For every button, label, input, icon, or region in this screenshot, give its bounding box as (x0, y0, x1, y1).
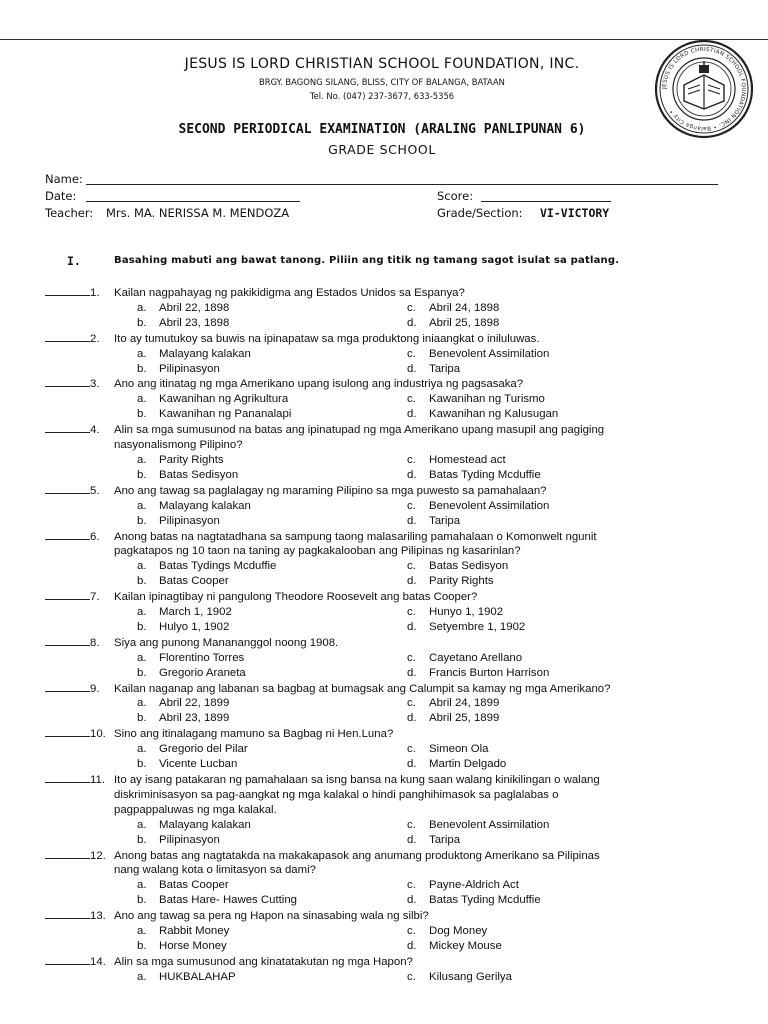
question-text: Ito ay isang patakaran ng pamahalaan sa isng bansa na kung saan walang kinikilingan o walang (114, 774, 600, 786)
options-row (45, 818, 745, 833)
options-row (45, 742, 745, 757)
option-letter: b. (137, 468, 147, 481)
question-number: 14. (90, 955, 106, 968)
answer-blank[interactable] (45, 376, 90, 387)
answer-option (407, 392, 677, 407)
option-text: Batas Tyding Mcduffie (429, 468, 541, 481)
option-text: Batas Tydings Mcduffie (159, 560, 277, 573)
question-row (45, 681, 745, 697)
option-text: Batas Cooper (159, 575, 229, 588)
question-text: Siya ang punong Manananggol noong 1908. (114, 636, 339, 649)
option-text: Gregorio Araneta (159, 666, 246, 679)
exam-title: SECOND PERIODICAL EXAMINATION (ARALING PANLIPUNAN 6) (178, 122, 586, 137)
answer-option (407, 651, 677, 666)
option-letter: d. (407, 758, 417, 771)
answer-option (407, 620, 677, 635)
option-letter: b. (137, 758, 147, 771)
answer-option (407, 468, 677, 483)
question-row (45, 376, 745, 392)
answer-option (137, 559, 407, 574)
options-row (45, 347, 745, 362)
option-text: Abril 22, 1899 (159, 697, 230, 710)
option-text: Martin Delgado (429, 758, 507, 771)
answer-blank[interactable] (45, 529, 90, 540)
answer-option (137, 347, 407, 362)
option-text: Homestead act (429, 453, 506, 466)
section-instruction: Basahing mabuti ang bawat tanong. Piliin ang titik ng tamang sagot isulat sa patlang. (114, 255, 620, 266)
answer-blank[interactable] (45, 681, 90, 692)
question-text: Anong batas ang nagtatakda na makakapasok ang anumang produktong Amerikano sa Pilipinas (114, 849, 600, 862)
option-text: Kilusang Gerilya (429, 970, 512, 983)
question-item (45, 681, 745, 727)
options-row (45, 833, 745, 848)
question-number: 5. (90, 484, 100, 497)
question-number: 11. (90, 774, 105, 786)
answer-option (407, 301, 677, 316)
option-letter: a. (137, 499, 147, 512)
option-letter: d. (407, 939, 417, 952)
option-letter: b. (137, 514, 147, 527)
question-text: Kailan naganap ang labanan sa bagbag at bumagsak ang Calumpit sa kamay ng mga Amerikano? (114, 682, 611, 695)
question-row (45, 422, 745, 438)
option-letter: a. (137, 301, 147, 314)
question-number: 4. (90, 424, 100, 437)
option-letter: a. (137, 393, 147, 406)
answer-blank[interactable] (45, 422, 90, 433)
answer-option (137, 757, 407, 772)
answer-option (407, 970, 677, 985)
question-number: 2. (90, 332, 100, 345)
answer-option (407, 939, 677, 954)
answer-option (137, 499, 407, 514)
school-telephone: Tel. No. (047) 237-3677, 633-5356 (309, 91, 455, 101)
answer-option (137, 453, 407, 468)
options-row (45, 499, 745, 514)
answer-option (407, 833, 677, 848)
option-text: Batas Tyding Mcduffie (429, 894, 541, 907)
answer-option (407, 818, 677, 833)
option-text: Francis Burton Harrison (429, 666, 550, 679)
answer-option (137, 392, 407, 407)
option-text: Gregorio del Pilar (159, 743, 248, 756)
option-text: Hunyo 1, 1902 (429, 606, 504, 619)
question-text: Kailan nagpahayag ng pakikidigma ang Estados Unidos sa Espanya? (114, 287, 465, 299)
option-letter: d. (407, 620, 417, 633)
option-text: Batas Sedisyon (429, 560, 509, 573)
option-text: Rabbit Money (159, 925, 230, 938)
answer-option (137, 939, 407, 954)
option-text: Benevolent Assimilation (429, 499, 550, 512)
question-row (45, 908, 745, 924)
option-text: Abril 24, 1898 (429, 301, 500, 314)
option-letter: c. (407, 743, 416, 756)
question-item (45, 635, 745, 681)
answer-option (407, 514, 677, 529)
option-letter: b. (137, 362, 147, 375)
question-text-continued: pagkatapos ng 10 taon na taning ay pagkakalooban ang Pilipinas ng kasarinlan? (114, 545, 521, 558)
question-item (45, 954, 745, 985)
option-text: Batas Cooper (159, 879, 229, 892)
option-text: Pilipinasyon (159, 362, 220, 375)
question-item (45, 529, 745, 590)
answer-blank[interactable] (45, 483, 90, 494)
top-rule (0, 39, 768, 40)
option-letter: b. (137, 575, 147, 588)
option-text: Hulyo 1, 1902 (159, 620, 230, 633)
option-text: March 1, 1902 (159, 606, 232, 619)
answer-blank[interactable] (45, 331, 90, 342)
options-row (45, 878, 745, 893)
option-text: Abril 24, 1899 (429, 697, 500, 710)
section-number: I. (67, 254, 81, 268)
option-text: Taripa (429, 362, 461, 375)
option-letter: d. (407, 712, 417, 725)
question-text: Ano ang itinatag ng mga Amerikano upang isulong ang industriya ng pagsasaka? (114, 378, 524, 391)
question-text: Ito ay tumutukoy sa buwis na ipinapataw sa mga produktong iniaangkat o iniluluwas. (114, 332, 540, 345)
question-item (45, 331, 745, 377)
answer-option (407, 574, 677, 589)
option-text: Malayang kalakan (159, 499, 251, 512)
options-row (45, 316, 745, 331)
question-item (45, 726, 745, 772)
options-row (45, 605, 745, 620)
question-row (45, 285, 745, 301)
answer-option (407, 893, 677, 908)
option-text: Parity Rights (429, 575, 494, 588)
question-item (45, 483, 745, 529)
option-letter: b. (137, 712, 147, 725)
name-field[interactable] (86, 184, 718, 185)
option-text: Horse Money (159, 939, 227, 952)
answer-option (137, 574, 407, 589)
question-row (45, 635, 745, 651)
answer-option (407, 316, 677, 331)
options-row (45, 301, 745, 316)
option-text: Abril 23, 1899 (159, 712, 230, 725)
question-text-continued: diskriminisasyon sa pag-aangkat ng mga kalakal o hindi panghihimasok sa paglalabas o (114, 788, 559, 801)
answer-option (407, 666, 677, 681)
options-row (45, 696, 745, 711)
answer-option (407, 559, 677, 574)
answer-option (137, 316, 407, 331)
answer-option (137, 878, 407, 893)
option-text: Simeon Ola (429, 743, 489, 756)
question-number: 8. (90, 636, 100, 649)
answer-blank[interactable] (45, 908, 90, 919)
option-letter: c. (407, 560, 416, 573)
date-label: Date: (45, 189, 77, 203)
option-letter: c. (407, 453, 416, 466)
grade-section-label: Grade/Section: (437, 206, 523, 220)
options-row (45, 453, 745, 468)
question-item (45, 376, 745, 422)
option-letter: d. (407, 833, 417, 846)
option-letter: c. (407, 393, 416, 406)
option-letter: a. (137, 453, 147, 466)
question-item (45, 589, 745, 635)
option-letter: c. (407, 879, 416, 892)
option-letter: d. (407, 894, 417, 907)
option-letter: c. (407, 347, 416, 360)
option-text: Abril 25, 1898 (429, 316, 500, 329)
question-text: Sino ang itinalagang mamuno sa Bagbag ni Hen.Luna? (114, 728, 394, 741)
option-text: Kawanihan ng Kalusugan (429, 408, 559, 421)
option-letter: a. (137, 818, 147, 831)
option-letter: b. (137, 620, 147, 633)
question-item (45, 285, 745, 331)
answer-option (137, 651, 407, 666)
option-letter: c. (407, 970, 416, 983)
option-text: Abril 25, 1899 (429, 712, 500, 725)
question-row (45, 954, 745, 970)
option-letter: a. (137, 697, 147, 710)
option-text: Taripa (429, 514, 461, 527)
question-text: Kailan ipinagtibay ni pangulong Theodore Roosevelt ang batas Cooper? (114, 591, 478, 604)
answer-option (137, 407, 407, 422)
options-row (45, 666, 745, 681)
answer-option (407, 742, 677, 757)
option-text: Batas Hare- Hawes Cutting (159, 894, 298, 907)
question-number: 7. (90, 591, 100, 604)
option-letter: c. (407, 651, 416, 664)
option-text: Parity Rights (159, 453, 224, 466)
option-letter: c. (407, 499, 416, 512)
question-list (45, 285, 745, 985)
question-row (45, 589, 745, 605)
answer-option (137, 818, 407, 833)
score-label: Score: (437, 189, 474, 203)
question-number: 6. (90, 530, 100, 543)
answer-option (407, 696, 677, 711)
option-letter: a. (137, 560, 147, 573)
date-field[interactable] (86, 201, 300, 202)
option-letter: d. (407, 408, 417, 421)
answer-option (407, 362, 677, 377)
question-number: 9. (90, 682, 100, 695)
option-text: Benevolent Assimilation (429, 818, 550, 831)
option-letter: a. (137, 743, 147, 756)
answer-option (137, 605, 407, 620)
answer-blank[interactable] (45, 589, 90, 600)
answer-option (407, 605, 677, 620)
answer-option (407, 347, 677, 362)
options-row (45, 711, 745, 726)
answer-option (407, 499, 677, 514)
answer-blank[interactable] (45, 635, 90, 646)
school-address: BRGY. BAGONG SILANG, BLISS, CITY OF BALANGA, BATAAN (259, 77, 505, 87)
option-letter: c. (407, 818, 416, 831)
question-item (45, 908, 745, 954)
question-number: 13. (90, 910, 106, 923)
option-letter: a. (137, 925, 147, 938)
options-row (45, 939, 745, 954)
option-letter: d. (407, 575, 417, 588)
answer-option (137, 468, 407, 483)
answer-option (137, 742, 407, 757)
question-text: Ano ang tawag sa pera ng Hapon na sinasabing wala ng silbi? (114, 910, 429, 923)
answer-option (407, 407, 677, 422)
exam-subtitle: GRADE SCHOOL (328, 142, 436, 157)
answer-option (407, 711, 677, 726)
question-text: Ano ang tawag sa paglalagay ng maraming Pilipino sa mga puwesto sa pamahalaan? (114, 484, 547, 497)
option-text: Abril 22, 1898 (159, 301, 230, 314)
option-letter: d. (407, 666, 417, 679)
question-item (45, 422, 745, 483)
question-item (45, 848, 745, 909)
option-text: Kawanihan ng Turismo (429, 393, 545, 406)
answer-option (407, 757, 677, 772)
option-text: Setyembre 1, 1902 (429, 620, 526, 633)
question-number: 10. (90, 728, 106, 741)
options-row (45, 407, 745, 422)
option-letter: b. (137, 316, 147, 329)
option-letter: c. (407, 606, 416, 619)
question-row (45, 848, 745, 864)
option-letter: d. (407, 316, 417, 329)
options-row (45, 559, 745, 574)
question-text: Alin sa mga sumusunod ang kinatatakutan ng mga Hapon? (114, 955, 413, 968)
answer-option (137, 970, 407, 985)
teacher-value: Mrs. MA. NERISSA M. MENDOZA (106, 206, 290, 220)
option-letter: c. (407, 301, 416, 314)
answer-option (137, 666, 407, 681)
option-letter: b. (137, 833, 147, 846)
answer-blank[interactable] (45, 772, 90, 783)
option-text: Pilipinasyon (159, 514, 220, 527)
option-text: Florentino Torres (159, 651, 245, 664)
option-letter: b. (137, 666, 147, 679)
options-row (45, 893, 745, 908)
question-row (45, 331, 745, 347)
option-letter: d. (407, 514, 417, 527)
option-text: Abril 23, 1898 (159, 316, 230, 329)
option-letter: b. (137, 894, 147, 907)
question-row (45, 726, 745, 742)
option-text: Malayang kalakan (159, 818, 251, 831)
question-number: 1. (90, 287, 100, 299)
option-text: Kawanihan ng Pananalapi (159, 408, 292, 421)
option-letter: a. (137, 879, 147, 892)
option-text: Mickey Mouse (429, 939, 502, 952)
answer-option (407, 453, 677, 468)
options-row (45, 757, 745, 772)
question-text: Alin sa mga sumusunod na batas ang ipinatupad ng mga Amerikano upang masupil ang pagiging (114, 424, 605, 437)
options-row (45, 392, 745, 407)
option-letter: b. (137, 408, 147, 421)
answer-option (137, 833, 407, 848)
name-label: Name: (45, 172, 83, 186)
options-row (45, 574, 745, 589)
question-row (45, 772, 745, 788)
option-text: Vicente Lucban (159, 758, 238, 771)
option-text: Pilipinasyon (159, 833, 220, 846)
option-letter: a. (137, 651, 147, 664)
option-letter: d. (407, 362, 417, 375)
answer-blank[interactable] (45, 285, 90, 296)
answer-option (407, 878, 677, 893)
question-number: 3. (90, 378, 100, 391)
option-letter: a. (137, 347, 147, 360)
option-letter: c. (407, 697, 416, 710)
option-text: Batas Sedisyon (159, 468, 239, 481)
option-letter: c. (407, 925, 416, 938)
options-row (45, 924, 745, 939)
answer-option (407, 924, 677, 939)
answer-option (137, 924, 407, 939)
answer-option (137, 893, 407, 908)
score-field[interactable] (481, 201, 611, 202)
answer-option (137, 301, 407, 316)
option-text: Taripa (429, 833, 461, 846)
question-text-continued: pagpappaluwas ng mga kalakal. (114, 803, 277, 816)
question-text-continued: nasyonalismong Pilipino? (114, 439, 243, 452)
option-text: Malayang kalakan (159, 347, 251, 360)
option-text: Benevolent Assimilation (429, 347, 550, 360)
options-row (45, 514, 745, 529)
grade-section-value: VI-VICTORY (540, 206, 610, 220)
option-text: Cayetano Arellano (429, 651, 523, 664)
option-letter: d. (407, 468, 417, 481)
options-row (45, 362, 745, 377)
answer-option (137, 362, 407, 377)
question-item (45, 772, 745, 848)
question-text-continued: nang walang kota o limitasyon sa dami? (114, 864, 316, 877)
answer-blank[interactable] (45, 726, 90, 737)
option-text: Payne-Aldrich Act (429, 879, 519, 892)
answer-option (137, 711, 407, 726)
question-row (45, 483, 745, 499)
answer-option (137, 620, 407, 635)
seal-text: JESUS IS LORD CHRISTIAN SCHOOL FOUNDATION INC. • Balanga City • (661, 46, 747, 132)
options-row (45, 651, 745, 666)
option-letter: a. (137, 970, 147, 983)
option-text: Kawanihan ng Agrikultura (159, 393, 289, 406)
answer-option (137, 514, 407, 529)
answer-option (137, 696, 407, 711)
question-text: Anong batas na nagtatadhana sa sampung taong malasariling pamahalaan o Komonwelt ngunit (114, 530, 597, 543)
options-row (45, 468, 745, 483)
answer-blank[interactable] (45, 848, 90, 859)
question-row (45, 529, 745, 545)
options-row (45, 620, 745, 635)
question-number: 12. (90, 849, 106, 862)
answer-blank[interactable] (45, 954, 90, 965)
option-letter: a. (137, 606, 147, 619)
options-row (45, 970, 745, 985)
school-name: JESUS IS LORD CHRISTIAN SCHOOL FOUNDATION, INC. (184, 56, 580, 72)
option-text: Dog Money (429, 925, 488, 938)
option-letter: b. (137, 939, 147, 952)
option-text: HUKBALAHAP (159, 970, 236, 983)
teacher-label: Teacher: (45, 206, 94, 220)
